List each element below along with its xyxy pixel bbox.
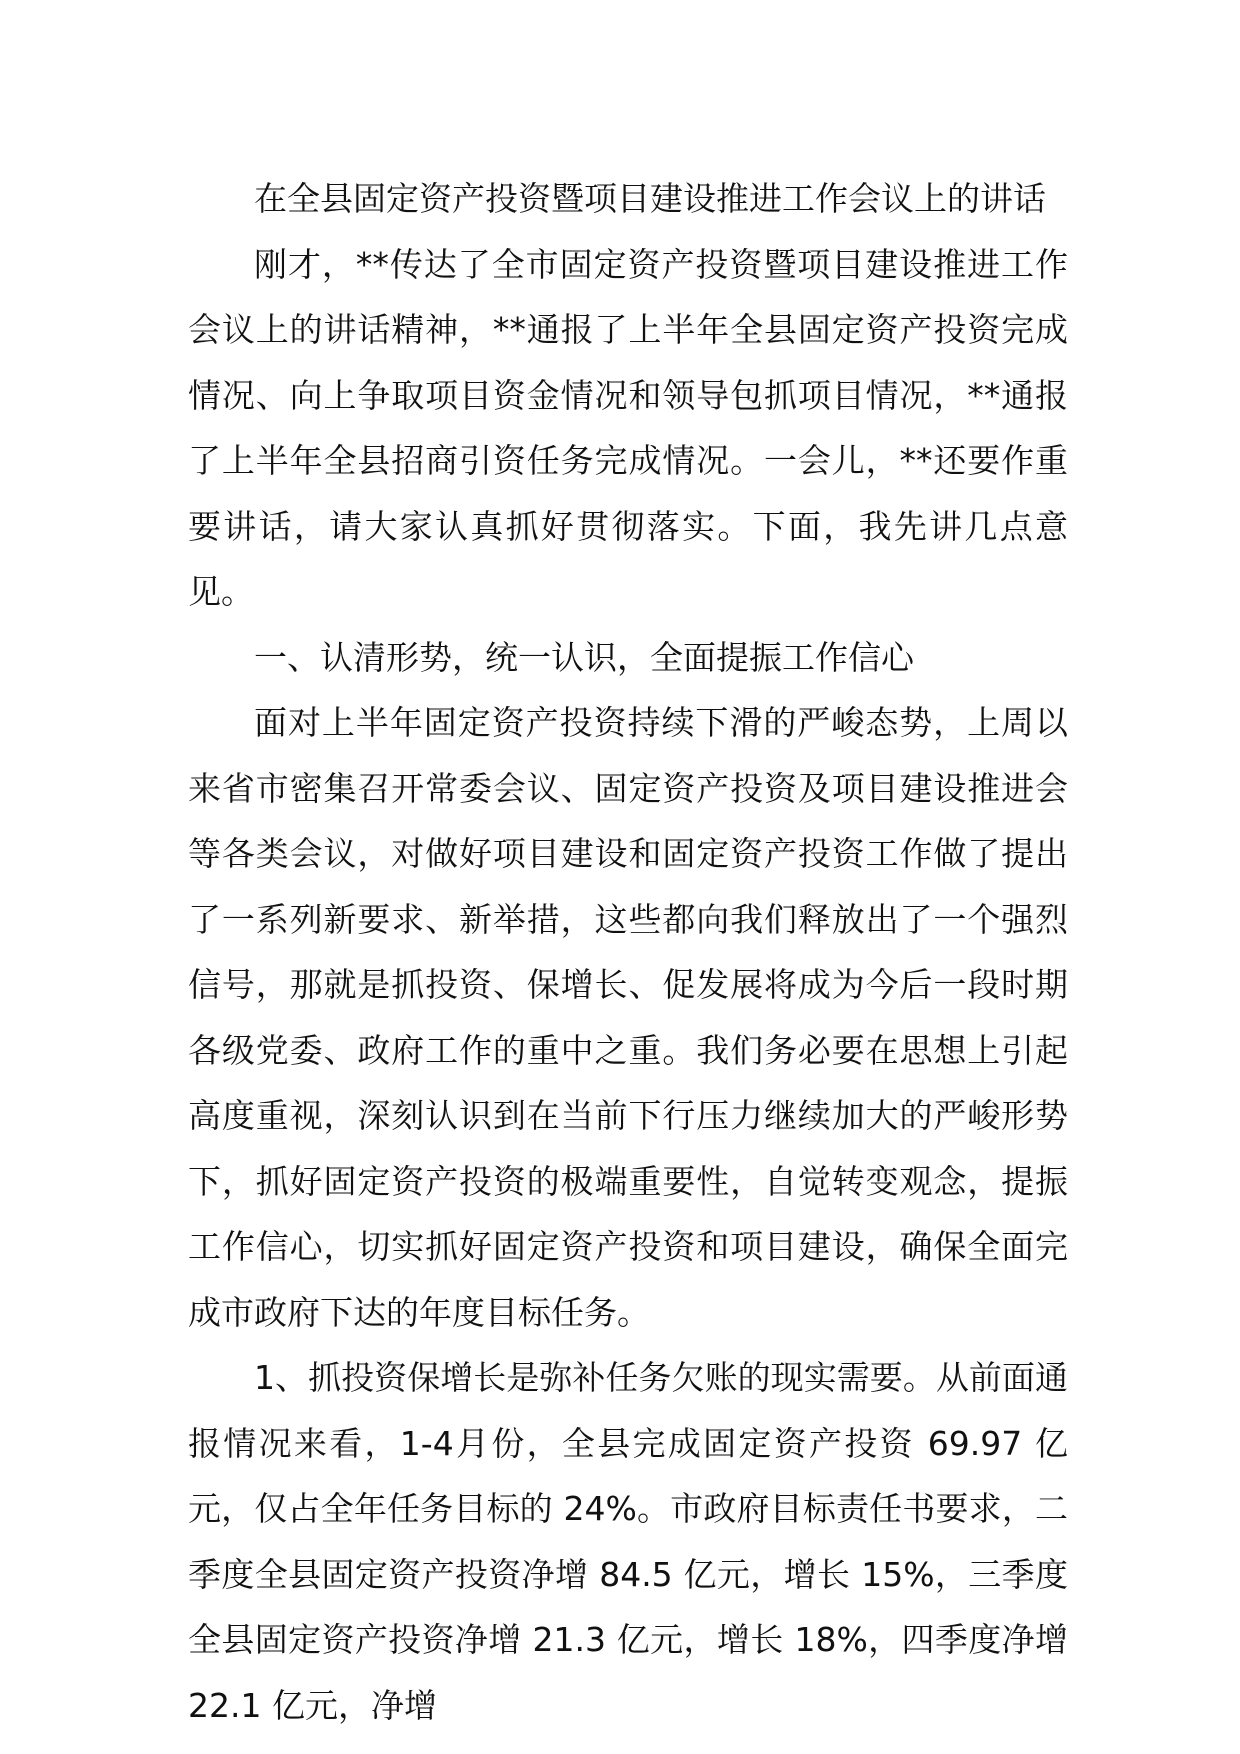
section-heading-1: 一、认清形势，统一认识，全面提振工作信心 [254, 637, 914, 677]
document-title: 在全县固定资产投资暨项目建设推进工作会议上的讲话 [254, 179, 1046, 218]
paragraph-situation: 面对上半年固定资产投资持续下滑的严峻态势，上周以来省市密集召开常委会议、固定资产投资及项目建设推进会等各类会议，对做好项目建设和固定资产投资工作做了提出了一系列新要求、新举措，这些都向我们释放出了一个强烈信号，那就是抓投资、保增长、促发展将成为今后一段时期各级党委、政府工作的重中之重。我们务必要在思想上引起高度重视，深刻认识到在当前下行压力继续加大的严峻形势下，抓好固定资产投资的极端重要性，自觉转变观念，提振工作信心，切实抓好固定资产投资和项目建设，确保全面完成市政府下达的年度目标任务。 [188, 703, 1068, 1332]
paragraph-point-1: 1、抓投资保增长是弥补任务欠账的现实需要。从前面通报情况来看，1-4月份，全县完成固定资产投资 69.97 亿元，仅占全年任务目标的 24%。市政府目标责任书要求，二季度全县固定资产投资净增 84.5 亿元，增长 15%，三季度全县固定资产投资净增 21.3 亿元，增长 18%，四季度净增 22.1 亿元，净增 [188, 1358, 1068, 1725]
paragraph-intro: 刚才，**传达了全市固定资产投资暨项目建设推进工作会议上的讲话精神，**通报了上半年全县固定资产投资完成情况、向上争取项目资金情况和领导包抓项目情况，**通报了上半年全县招商引资任务完成情况。一会儿，**还要作重要讲话，请大家认真抓好贯彻落实。下面，我先讲几点意见。 [188, 244, 1068, 611]
document-body [188, 166, 1068, 1738]
